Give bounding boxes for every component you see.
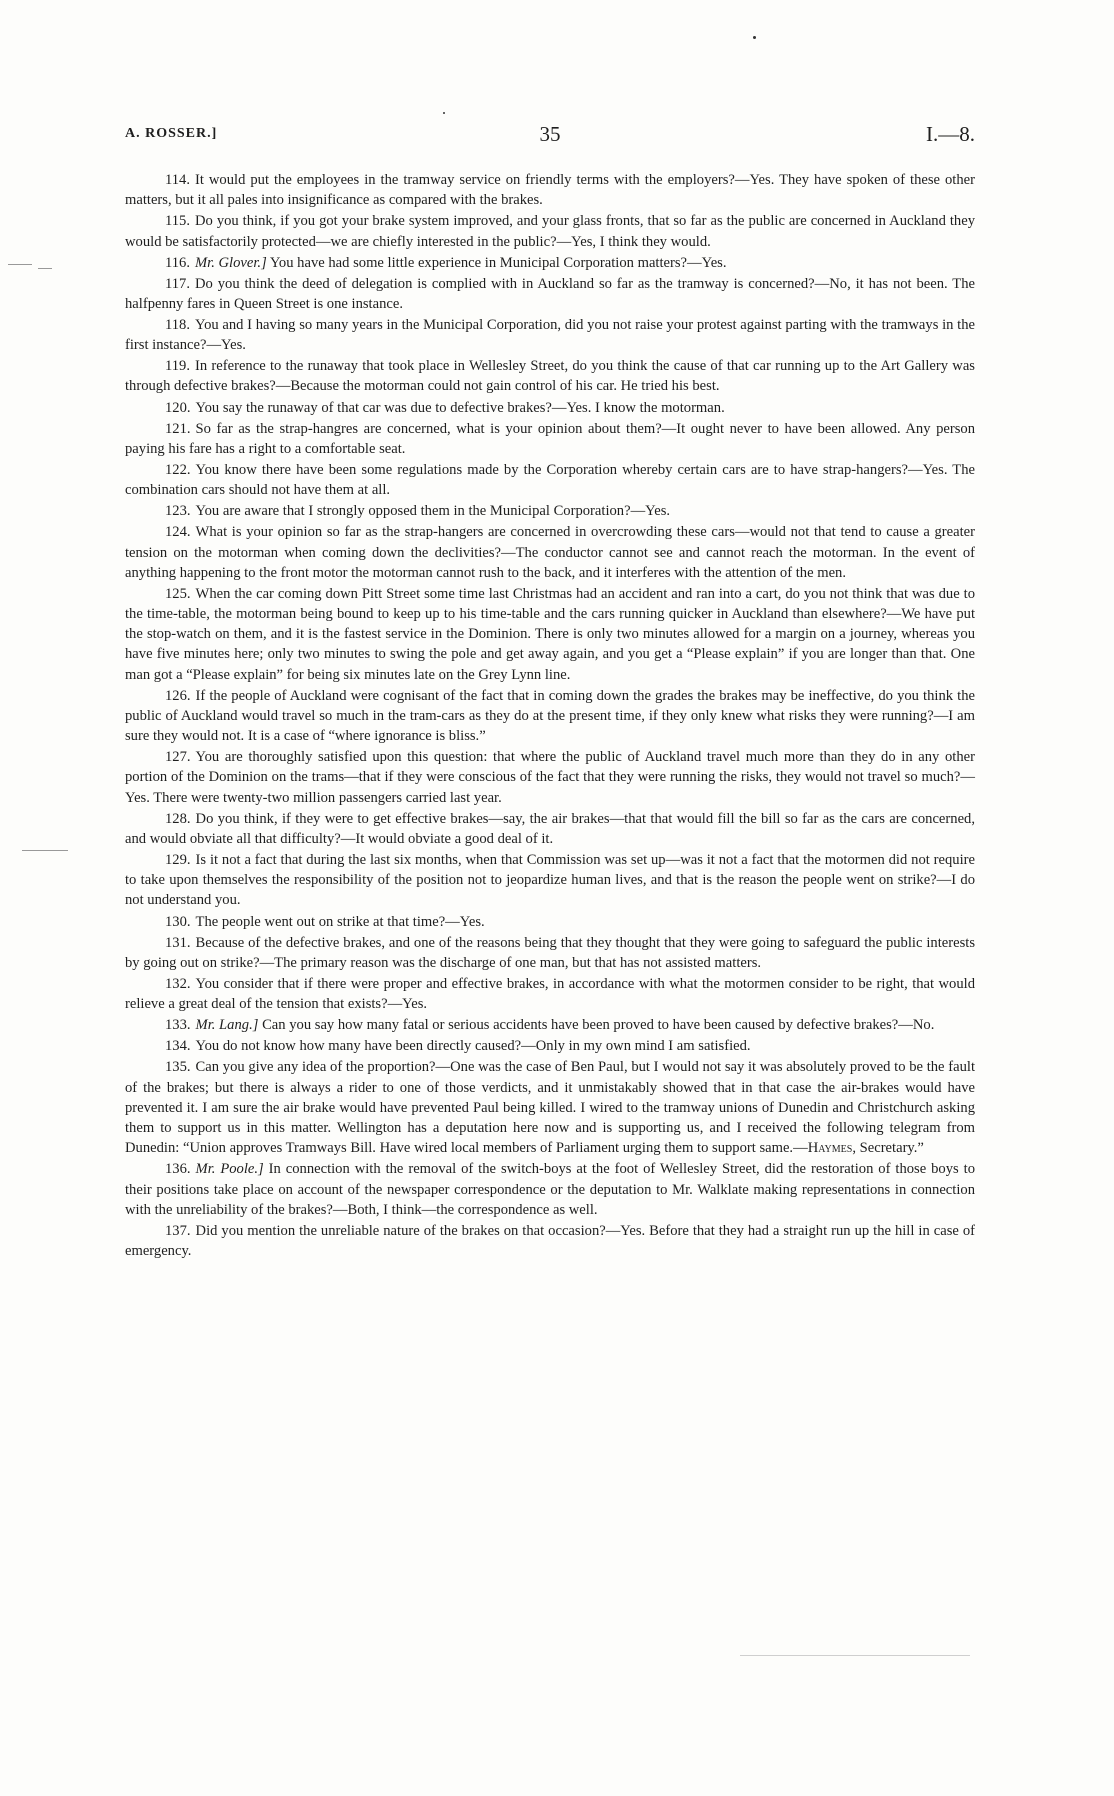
question-122: 122. You know there have been some regulations made by the Corporation whereby certain cars are to have strap-hangers?—Yes. The combination cars should not have them at all. [125, 461, 975, 499]
page-number: 35 [539, 122, 561, 146]
question-134: 134. You do not know how many have been directly caused?—Only in my own mind I am satisfied. [165, 1038, 751, 1055]
question-129: 129. Is it not a fact that during the last six months, when that Commission was set up—was it not a fact that the motormen did not require to take upon themselves the responsibility of the position not to jeopardize human lives, and that is the reason the people went on strike?—I do not understand you. [125, 852, 975, 909]
page-header [125, 122, 975, 150]
question-137: 137. Did you mention the unreliable nature of the brakes on that occasion?—Yes. Before that they had a straight run up the hill in case of emergency. [125, 1222, 975, 1260]
question-130: 130. The people went out on strike at that time?—Yes. [165, 913, 485, 930]
margin-mark [8, 264, 32, 265]
telegram-signature: Haymes [807, 1140, 853, 1157]
question-115: 115. Do you think, if you got your brake system improved, and your glass fronts, that so far as the public are concerned in Auckland they would be satisfactorily protected—we are chiefly interested in the public?—Yes, I think they would. [125, 213, 975, 250]
question-119: 119. In reference to the runaway that took place in Wellesley Street, do you think the cause of that car running up to the Art Gallery was through defective brakes?—Because the motorman could not gain control of his car. He tried his best. [125, 358, 975, 395]
margin-mark [38, 268, 52, 269]
scan-speck [443, 112, 445, 114]
document-reference: I.—8. [926, 122, 975, 146]
question-114: 114. It would put the employees in the tramway service on friendly terms with the employers?—Yes. They have spoken of these other matters, but it all pales into insignificance as compared with the brakes. [125, 172, 975, 209]
transcript-body [125, 170, 975, 1262]
margin-mark [740, 1655, 970, 1656]
question-118: 118. You and I having so many years in the Municipal Corporation, did you not raise your protest against parting with the tramways in the first instance?—Yes. [125, 316, 975, 354]
witness-name: A. ROSSER.] [125, 126, 218, 141]
margin-mark [22, 850, 68, 851]
scan-speck [753, 36, 756, 39]
question-131: 131. Because of the defective brakes, and one of the reasons being that they thought that they were going to safeguard the public interests by going out on strike?—The primary reason was the discharge of one man, but that has not assisted matters. [125, 934, 975, 971]
question-127: 127. You are thoroughly satisfied upon this question: that where the public of Auckland travel much more than they do in any other portion of the Dominion on the trams—that if they were conscious of the fact that they were running the risks, they would not travel so much?—Yes. There were twenty-two million passengers carried last year. [125, 749, 975, 806]
question-121: 121. So far as the strap-hangres are concerned, what is your opinion about them?—It ought never to have been allowed. Any person paying his fare has a right to a comfortable seat. [125, 420, 975, 457]
question-117: 117. Do you think the deed of delegation is complied with in Auckland so far as the tramway is concerned?—No, it has not been. The halfpenny fares in Queen Street is one instance. [125, 275, 975, 312]
question-123: 123. You are aware that I strongly opposed them in the Municipal Corporation?—Yes. [165, 503, 671, 520]
question-136: 136. Mr. Poole.] In connection with the removal of the switch-boys at the foot of Wellesley Street, did the restoration of those boys to their positions take place on account of the newspaper correspondence or the deputation to Mr. Walklate making representations in connection with the unreliability of the brakes?—Both, I think—the correspondence as well. [125, 1161, 975, 1218]
question-116: 116. Mr. Glover.] You have had some little experience in Municipal Corporation matters?—Yes. [165, 254, 727, 271]
question-124: 124. What is your opinion so far as the strap-hangers are concerned in overcrowding these cars—would not that tend to cause a greater tension on the motorman when coming down the declivities?—The conductor cannot see and cannot reach the motorman. In the event of anything happening to the front motor the motorman cannot rush to the back, and it interferes with the attention of the men. [125, 524, 975, 581]
question-128: 128. Do you think, if they were to get effective brakes—say, the air brakes—that that would fill the bill so far as the cars are concerned, and would obviate all that difficulty?—It would obviate a good deal of it. [125, 810, 975, 847]
question-125: 125. When the car coming down Pitt Street some time last Christmas had an accident and ran into a cart, do you not think that was due to the time-table, the motorman being bound to keep up to his time-table and the cars running quicker in Auckland than elsewhere?—We have put the stop-watch on them, and it is the fastest service in the Dominion. There is only two minutes allowed for a margin on a journey, whereas you have five minutes here; only two minutes to swing the pole and get away again, and you get a “Please explain” if you are longer than that. One man got a “Please explain” for being six minutes late on the Grey Lynn line. [125, 585, 975, 683]
question-126: 126. If the people of Auckland were cognisant of the fact that in coming down the grades the brakes may be ineffective, do you think the public of Auckland would travel so much in the tram-cars as they do at the present time, if they only knew what risks they were running?—I am sure they would not. It is a case of “where ignorance is bliss.” [125, 687, 975, 745]
question-133: 133. Mr. Lang.] Can you say how many fatal or serious accidents have been proved to have been caused by defective brakes?—No. [165, 1017, 935, 1034]
question-120: 120. You say the runaway of that car was due to defective brakes?—Yes. I know the motorman. [165, 399, 725, 416]
question-135: 135. Can you give any idea of the proportion?—One was the case of Ben Paul, but I would not say it was absolutely proved to be the fault of the brakes; but there is always a rider to one of those verdicts, and it unmistakably showed that in that case the air-brakes would have prevented it. I am sure the air brake would have prevented Paul being killed. I wired to the tramway unions of Dunedin and Christchurch asking them to support us in this matter. Wellington has a deputation here now and is supporting us, and I received the following telegram from Dunedin: “Union approves Tramways Bill. Have wired local members of Parliament urging them to support same.—Haymes, Secretary.” [125, 1059, 975, 1157]
question-132: 132. You consider that if there were proper and effective brakes, in accordance with what the motormen consider to be right, that would relieve a great deal of the tension that exists?—Yes. [125, 975, 975, 1013]
